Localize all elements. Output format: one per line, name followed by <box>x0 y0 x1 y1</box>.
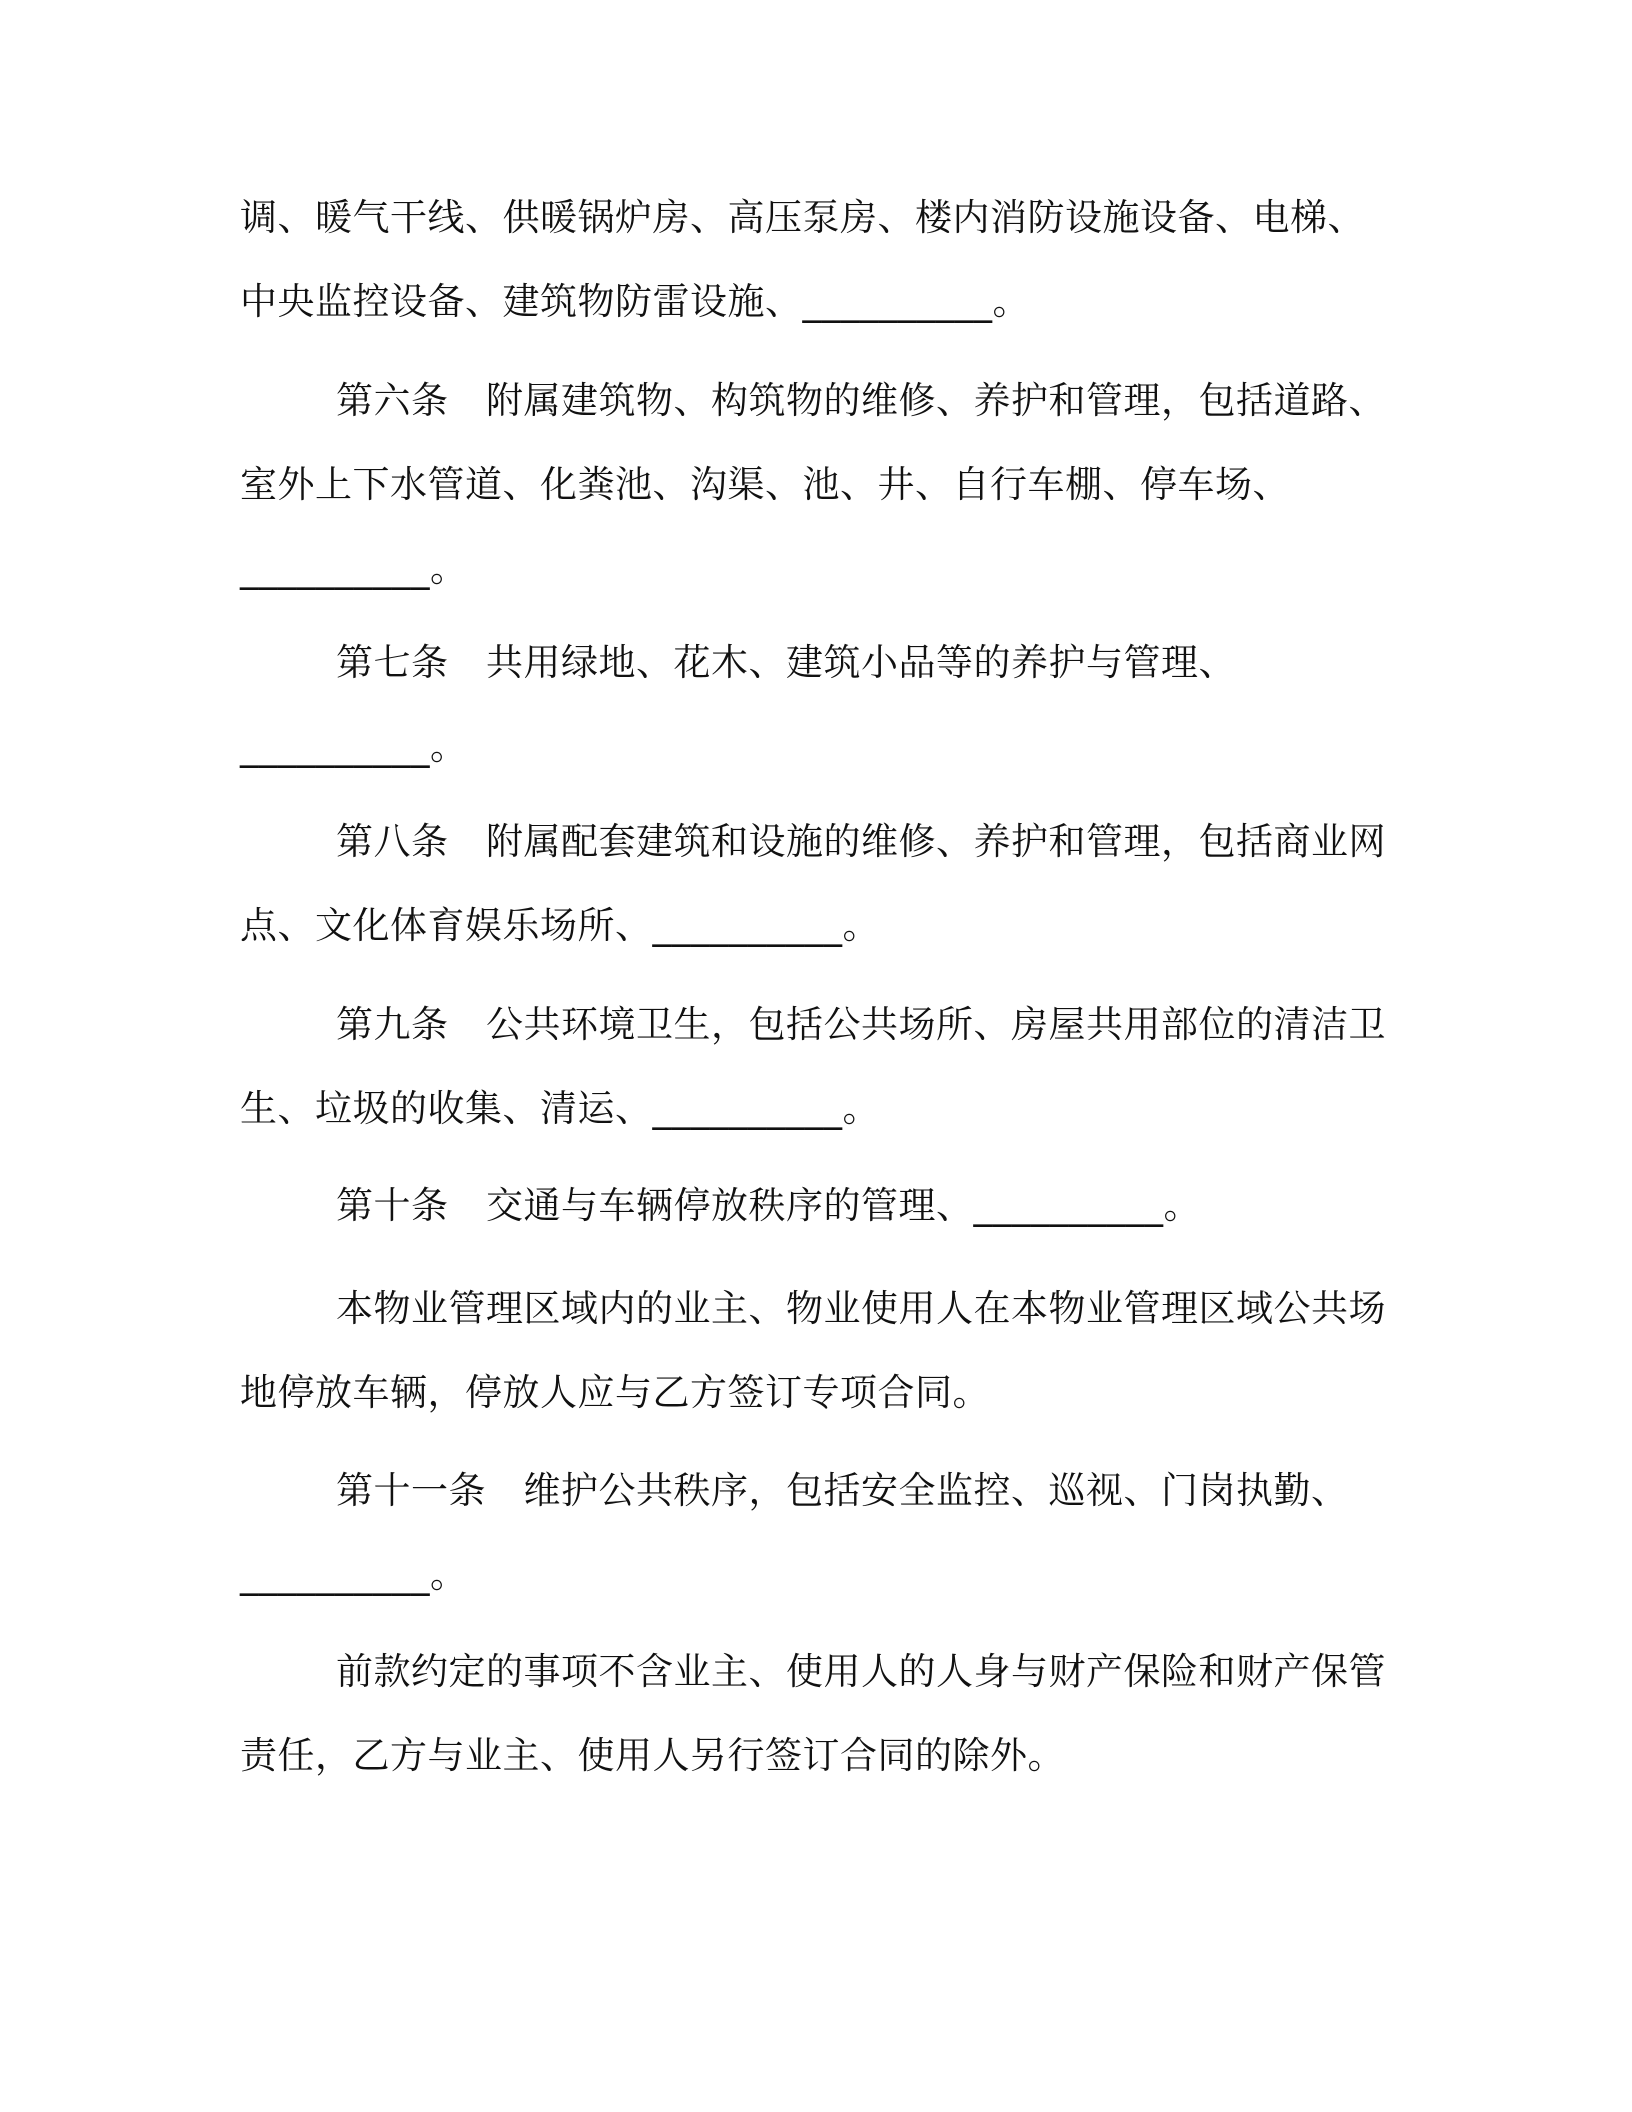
text-line: 第九条 公共环境卫生，包括公共场所、房屋共用部位的清洁卫 <box>336 1003 1386 1046</box>
text-line: __________。 <box>240 547 468 590</box>
text-line: 中央监控设备、建筑物防雷设施、__________。 <box>240 280 1030 323</box>
article-9 <box>240 983 1390 1151</box>
text-line: __________。 <box>240 725 468 768</box>
text-line: 调、暖气干线、供暖锅炉房、高压泵房、楼内消防设施设备、电梯、 <box>240 196 1365 239</box>
article-6 <box>240 359 1390 611</box>
text-line: 责任，乙方与业主、使用人另行签订合同的除外。 <box>240 1734 1065 1777</box>
article-8 <box>240 800 1390 968</box>
text-line: 地停放车辆，停放人应与乙方签订专项合同。 <box>240 1371 990 1414</box>
text-line: __________。 <box>240 1553 468 1596</box>
text-line: 生、垃圾的收集、清运、__________。 <box>240 1087 880 1130</box>
text-line: 第六条 附属建筑物、构筑物的维修、养护和管理，包括道路、 <box>336 379 1386 422</box>
text-line: 第十条 交通与车辆停放秩序的管理、__________。 <box>336 1184 1201 1227</box>
article-11-clause <box>240 1630 1390 1798</box>
text-line: 前款约定的事项不含业主、使用人的人身与财产保险和财产保管 <box>336 1650 1386 1693</box>
text-line: 第八条 附属配套建筑和设施的维修、养护和管理，包括商业网 <box>336 820 1386 863</box>
article-11 <box>240 1449 1390 1617</box>
article-10-clause <box>240 1267 1390 1435</box>
text-line: 第七条 共用绿地、花木、建筑小品等的养护与管理、 <box>336 641 1236 684</box>
article-7 <box>240 621 1390 789</box>
article-10 <box>240 1164 1390 1248</box>
text-line: 室外上下水管道、化粪池、沟渠、池、井、自行车棚、停车场、 <box>240 463 1290 506</box>
text-line: 第十一条 维护公共秩序，包括安全监控、巡视、门岗执勤、 <box>336 1469 1349 1512</box>
paragraph-continuation <box>240 176 1390 344</box>
text-line: 本物业管理区域内的业主、物业使用人在本物业管理区域公共场 <box>336 1287 1386 1330</box>
text-line: 点、文化体育娱乐场所、__________。 <box>240 904 880 947</box>
